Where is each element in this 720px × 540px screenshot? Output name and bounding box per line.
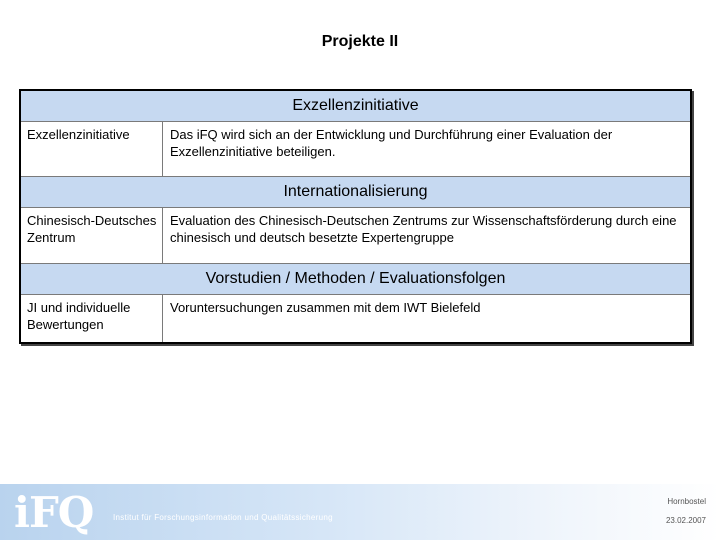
section-heading-internationalisierung: Internationalisierung <box>21 177 690 208</box>
section-heading-vorstudien: Vorstudien / Methoden / Evaluationsfolgen <box>21 264 690 295</box>
section-heading-exzellenzinitiative: Exzellenzinitiative <box>21 91 690 122</box>
row-label: Chinesisch-Deutsches Zentrum <box>21 208 163 263</box>
row-description: Voruntersuchungen zusammen mit dem IWT Bielefeld <box>170 300 481 315</box>
row-description: Das iFQ wird sich an der Entwicklung und Durchführung einer Evaluation der Exzellenzinitiative beteiligen. <box>170 127 613 159</box>
ifq-logo: iFQ <box>14 488 94 537</box>
presentation-date: 23.02.2007 <box>665 516 706 525</box>
page-title: Projekte II <box>321 33 399 50</box>
row-label: Exzellenzinitiative <box>21 122 163 176</box>
footer-banner <box>0 484 720 540</box>
table-row <box>21 122 690 177</box>
table-row <box>21 208 690 264</box>
author-name: Hornbostel <box>667 497 706 506</box>
projects-table <box>19 89 692 344</box>
row-label: JI und individuelle Bewertungen <box>21 295 163 342</box>
institute-name: Institut für Forschungsinformation und Qualitätssicherung <box>113 513 333 522</box>
table-row <box>21 295 690 342</box>
row-description: Evaluation des Chinesisch-Deutschen Zentrums zur Wissenschaftsförderung durch eine chinesisch und deutsch besetzte Expertengruppe <box>170 213 677 245</box>
